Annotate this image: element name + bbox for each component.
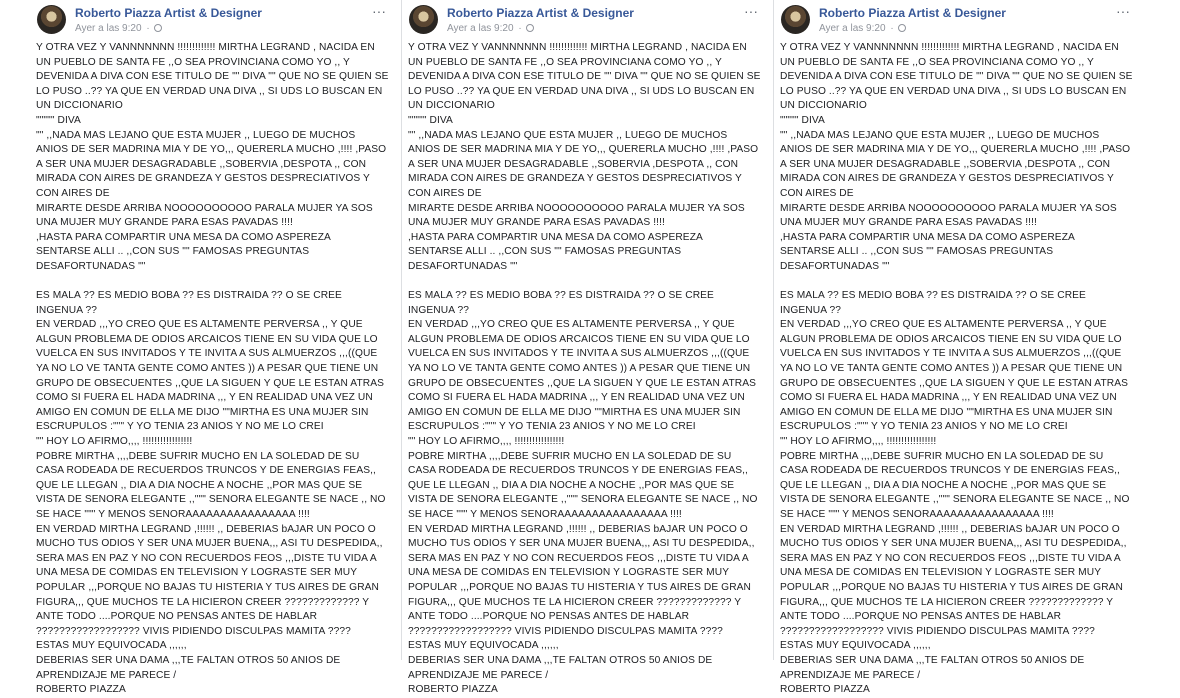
post-timestamp[interactable]: Ayer a las 9:20: [75, 23, 142, 34]
globe-icon: [898, 24, 906, 32]
post-meta: [75, 23, 162, 34]
meta-separator: ·: [146, 23, 150, 34]
meta-separator: ·: [890, 23, 894, 34]
post-author[interactable]: Roberto Piazza Artist & Designer: [819, 6, 1006, 20]
post-body: Y OTRA VEZ Y VANNNNNNN !!!!!!!!!!!!! MIRTHA LEGRAND , NACIDA EN UN PUEBLO DE SANTA FE ,,O SEA PROVINCIANA COMO YO ,, Y DEVENIDA A DIVA CON ESE TITULO DE "" DIVA "" QUE NO SE QUIEN SE LO PUSO ..?? YA QUE EN VERDAD UNA DIVA ,, SI UDS LO BUSCAN EN UN DICCIONARIO """"" DIVA "" ,,NADA MAS LEJANO QUE ESTA MUJER ,, LUEGO DE MUCHOS ANIOS DE SER MADRINA MIA Y DE YO,,, QUERERLA MUCHO ,!!!! ,PASO A SER UNA MUJER DESAGRADABLE ,,SOBERVIA ,DESPOTA ,, CON MIRADA CON AIRES DE GRANDEZA Y GESTOS DESPRECIATIVOS Y CON AIRES DE MIRARTE DESDE ARRIBA NOOOOOOOOOO PARALA MUJER YA SOS UNA MUJER MUY GRANDE PARA ESAS PAVADAS !!!! ,HASTA PARA COMPARTIR UNA MESA DA COMO ASPEREZA SENTARSE ALLI .. ,,CON SUS "" FAMOSAS PREGUNTAS DESAFORTUNADAS "" ES MALA ?? ES MEDIO BOBA ?? ES DISTRAIDA ?? O SE CREE INGENUA ?? EN VERDAD ,,,YO CREO QUE ES ALTAMENTE PERVERSA ,, Y QUE ALGUN PROBLEMA DE ODIOS ARCAICOS TIENE EN SU VIDA QUE LO VUELCA EN SUS INVITADOS Y TE INVITA A SUS ALMUERZOS ,,,((QUE YA NO LO VE TANTA GENTE COMO ANTES )) A PESAR QUE TIENE UN GRUPO DE OBSECUENTES ,,QUE LA SIGUEN Y QUE LE ESTAN ATRAS COMO SI FUERA EL HADA MADRINA ,,, Y EN REALIDAD UNA VEZ UN AMIGO EN COMUN DE ELLA ME DIJO ""MIRTHA ES UNA MUJER SIN ESCRUPULOS :""" Y YO TENIA 23 ANIOS Y NO ME LO CREI "" HOY LO AFIRMO,,,, !!!!!!!!!!!!!!!!! POBRE MIRTHA ,,,,DEBE SUFRIR MUCHO EN LA SOLEDAD DE SU CASA RODEADA DE RECUERDOS TRUNCOS Y DE ENERGIAS FEAS,, QUE LE LLEGAN ,, DIA A DIA NOCHE A NOCHE ,,POR MAS QUE SE VISTA DE SENORA ELEGANTE ,,""" SENORA ELEGANTE SE NACE ,, NO SE HACE """ Y MENOS SENORAAAAAAAAAAAAAAAA !!!! EN VERDAD MIRTHA LEGRAND ,!!!!!! ,, DEBERIAS bAJAR UN POCO O MUCHO TUS ODIOS Y SER UNA MUJER BUENA,,, ASI TU DESPEDIDA,, SERA MAS EN PAZ Y NO CON RECUERDOS FEOS ,,,DISTE TU VIDA A UNA MESA DE COMIDAS EN TELEVISION Y LOGRASTE SER MUY POPULAR ,,,PORQUE NO BAJAS TU HISTERIA Y TUS AIRES DE GRAN FIGURA,,, QUE MUCHOS TE LA HICIERON CREER ????????????? Y ANTE TODO ....PORQUE NO PENSAS ANTES DE HABLAR ?????????????????? VIVIS PIDIENDO DISCULPAS MAMITA ???? ESTAS MUY EQUIVOCADA ,,,,,, DEBERIAS SER UNA DAMA ,,,TE FALTAN OTROS 50 ANIOS DE APRENDIZAJE ME PARECE / ROBERTO PIAZZA: [408, 42, 761, 696]
post-header: [30, 0, 400, 40]
meta-separator: ·: [518, 23, 522, 34]
post-timestamp[interactable]: Ayer a las 9:20: [819, 23, 886, 34]
post-header: [774, 0, 1144, 40]
more-options-icon[interactable]: ···: [744, 3, 758, 19]
more-options-icon[interactable]: ···: [372, 3, 386, 19]
post-author[interactable]: Roberto Piazza Artist & Designer: [75, 6, 262, 20]
post-meta: [819, 23, 906, 34]
post-timestamp[interactable]: Ayer a las 9:20: [447, 23, 514, 34]
post-body: Y OTRA VEZ Y VANNNNNNN !!!!!!!!!!!!! MIRTHA LEGRAND , NACIDA EN UN PUEBLO DE SANTA FE ,,O SEA PROVINCIANA COMO YO ,, Y DEVENIDA A DIVA CON ESE TITULO DE "" DIVA "" QUE NO SE QUIEN SE LO PUSO ..?? YA QUE EN VERDAD UNA DIVA ,, SI UDS LO BUSCAN EN UN DICCIONARIO """"" DIVA "" ,,NADA MAS LEJANO QUE ESTA MUJER ,, LUEGO DE MUCHOS ANIOS DE SER MADRINA MIA Y DE YO,,, QUERERLA MUCHO ,!!!! ,PASO A SER UNA MUJER DESAGRADABLE ,,SOBERVIA ,DESPOTA ,, CON MIRADA CON AIRES DE GRANDEZA Y GESTOS DESPRECIATIVOS Y CON AIRES DE MIRARTE DESDE ARRIBA NOOOOOOOOOO PARALA MUJER YA SOS UNA MUJER MUY GRANDE PARA ESAS PAVADAS !!!! ,HASTA PARA COMPARTIR UNA MESA DA COMO ASPEREZA SENTARSE ALLI .. ,,CON SUS "" FAMOSAS PREGUNTAS DESAFORTUNADAS "" ES MALA ?? ES MEDIO BOBA ?? ES DISTRAIDA ?? O SE CREE INGENUA ?? EN VERDAD ,,,YO CREO QUE ES ALTAMENTE PERVERSA ,, Y QUE ALGUN PROBLEMA DE ODIOS ARCAICOS TIENE EN SU VIDA QUE LO VUELCA EN SUS INVITADOS Y TE INVITA A SUS ALMUERZOS ,,,((QUE YA NO LO VE TANTA GENTE COMO ANTES )) A PESAR QUE TIENE UN GRUPO DE OBSECUENTES ,,QUE LA SIGUEN Y QUE LE ESTAN ATRAS COMO SI FUERA EL HADA MADRINA ,,, Y EN REALIDAD UNA VEZ UN AMIGO EN COMUN DE ELLA ME DIJO ""MIRTHA ES UNA MUJER SIN ESCRUPULOS :""" Y YO TENIA 23 ANIOS Y NO ME LO CREI "" HOY LO AFIRMO,,,, !!!!!!!!!!!!!!!!! POBRE MIRTHA ,,,,DEBE SUFRIR MUCHO EN LA SOLEDAD DE SU CASA RODEADA DE RECUERDOS TRUNCOS Y DE ENERGIAS FEAS,, QUE LE LLEGAN ,, DIA A DIA NOCHE A NOCHE ,,POR MAS QUE SE VISTA DE SENORA ELEGANTE ,,""" SENORA ELEGANTE SE NACE ,, NO SE HACE """ Y MENOS SENORAAAAAAAAAAAAAAAA !!!! EN VERDAD MIRTHA LEGRAND ,!!!!!! ,, DEBERIAS bAJAR UN POCO O MUCHO TUS ODIOS Y SER UNA MUJER BUENA,,, ASI TU DESPEDIDA,, SERA MAS EN PAZ Y NO CON RECUERDOS FEOS ,,,DISTE TU VIDA A UNA MESA DE COMIDAS EN TELEVISION Y LOGRASTE SER MUY POPULAR ,,,PORQUE NO BAJAS TU HISTERIA Y TUS AIRES DE GRAN FIGURA,,, QUE MUCHOS TE LA HICIERON CREER ????????????? Y ANTE TODO ....PORQUE NO PENSAS ANTES DE HABLAR ?????????????????? VIVIS PIDIENDO DISCULPAS MAMITA ???? ESTAS MUY EQUIVOCADA ,,,,,, DEBERIAS SER UNA DAMA ,,,TE FALTAN OTROS 50 ANIOS DE APRENDIZAJE ME PARECE / ROBERTO PIAZZA: [780, 42, 1133, 696]
facebook-post: [30, 0, 400, 696]
post-body: Y OTRA VEZ Y VANNNNNNN !!!!!!!!!!!!! MIRTHA LEGRAND , NACIDA EN UN PUEBLO DE SANTA FE ,,O SEA PROVINCIANA COMO YO ,, Y DEVENIDA A DIVA CON ESE TITULO DE "" DIVA "" QUE NO SE QUIEN SE LO PUSO ..?? YA QUE EN VERDAD UNA DIVA ,, SI UDS LO BUSCAN EN UN DICCIONARIO """"" DIVA "" ,,NADA MAS LEJANO QUE ESTA MUJER ,, LUEGO DE MUCHOS ANIOS DE SER MADRINA MIA Y DE YO,,, QUERERLA MUCHO ,!!!! ,PASO A SER UNA MUJER DESAGRADABLE ,,SOBERVIA ,DESPOTA ,, CON MIRADA CON AIRES DE GRANDEZA Y GESTOS DESPRECIATIVOS Y CON AIRES DE MIRARTE DESDE ARRIBA NOOOOOOOOOO PARALA MUJER YA SOS UNA MUJER MUY GRANDE PARA ESAS PAVADAS !!!! ,HASTA PARA COMPARTIR UNA MESA DA COMO ASPEREZA SENTARSE ALLI .. ,,CON SUS "" FAMOSAS PREGUNTAS DESAFORTUNADAS "" ES MALA ?? ES MEDIO BOBA ?? ES DISTRAIDA ?? O SE CREE INGENUA ?? EN VERDAD ,,,YO CREO QUE ES ALTAMENTE PERVERSA ,, Y QUE ALGUN PROBLEMA DE ODIOS ARCAICOS TIENE EN SU VIDA QUE LO VUELCA EN SUS INVITADOS Y TE INVITA A SUS ALMUERZOS ,,,((QUE YA NO LO VE TANTA GENTE COMO ANTES )) A PESAR QUE TIENE UN GRUPO DE OBSECUENTES ,,QUE LA SIGUEN Y QUE LE ESTAN ATRAS COMO SI FUERA EL HADA MADRINA ,,, Y EN REALIDAD UNA VEZ UN AMIGO EN COMUN DE ELLA ME DIJO ""MIRTHA ES UNA MUJER SIN ESCRUPULOS :""" Y YO TENIA 23 ANIOS Y NO ME LO CREI "" HOY LO AFIRMO,,,, !!!!!!!!!!!!!!!!! POBRE MIRTHA ,,,,DEBE SUFRIR MUCHO EN LA SOLEDAD DE SU CASA RODEADA DE RECUERDOS TRUNCOS Y DE ENERGIAS FEAS,, QUE LE LLEGAN ,, DIA A DIA NOCHE A NOCHE ,,POR MAS QUE SE VISTA DE SENORA ELEGANTE ,,""" SENORA ELEGANTE SE NACE ,, NO SE HACE """ Y MENOS SENORAAAAAAAAAAAAAAAA !!!! EN VERDAD MIRTHA LEGRAND ,!!!!!! ,, DEBERIAS bAJAR UN POCO O MUCHO TUS ODIOS Y SER UNA MUJER BUENA,,, ASI TU DESPEDIDA,, SERA MAS EN PAZ Y NO CON RECUERDOS FEOS ,,,DISTE TU VIDA A UNA MESA DE COMIDAS EN TELEVISION Y LOGRASTE SER MUY POPULAR ,,,PORQUE NO BAJAS TU HISTERIA Y TUS AIRES DE GRAN FIGURA,,, QUE MUCHOS TE LA HICIERON CREER ????????????? Y ANTE TODO ....PORQUE NO PENSAS ANTES DE HABLAR ?????????????????? VIVIS PIDIENDO DISCULPAS MAMITA ???? ESTAS MUY EQUIVOCADA ,,,,,, DEBERIAS SER UNA DAMA ,,,TE FALTAN OTROS 50 ANIOS DE APRENDIZAJE ME PARECE / ROBERTO PIAZZA: [36, 42, 389, 696]
post-author[interactable]: Roberto Piazza Artist & Designer: [447, 6, 634, 20]
avatar[interactable]: [781, 5, 810, 34]
facebook-post: [774, 0, 1144, 696]
avatar[interactable]: [37, 5, 66, 34]
post-meta: [447, 23, 534, 34]
more-options-icon[interactable]: ···: [1116, 3, 1130, 19]
post-header: [402, 0, 772, 40]
globe-icon: [154, 24, 162, 32]
facebook-post: [402, 0, 772, 696]
avatar[interactable]: [409, 5, 438, 34]
globe-icon: [526, 24, 534, 32]
